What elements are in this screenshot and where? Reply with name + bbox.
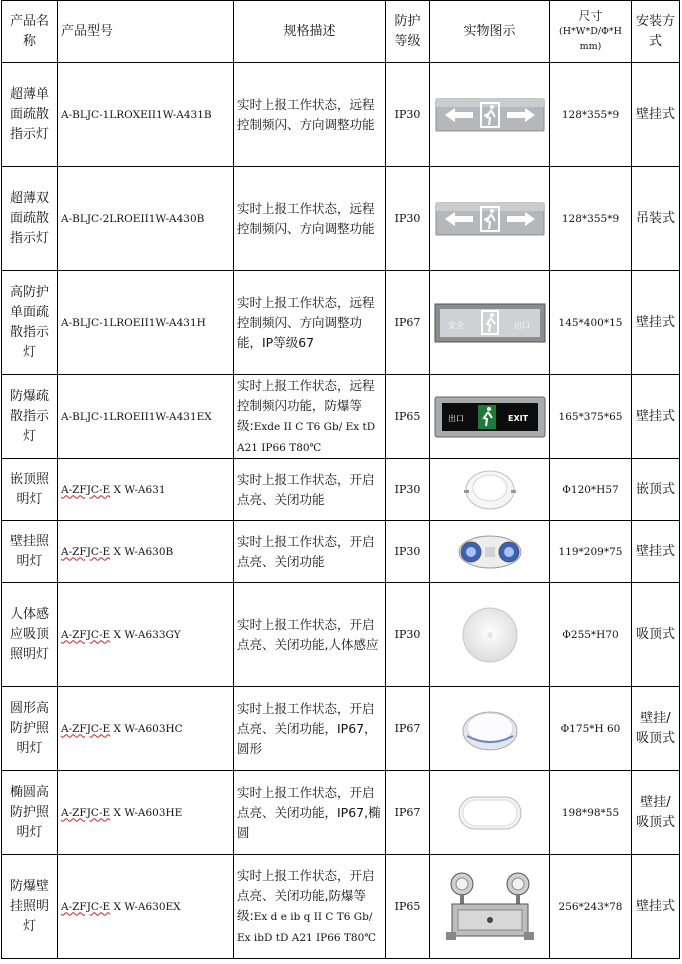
product-image [430, 583, 550, 687]
product-size: 256*243*78 [550, 855, 632, 959]
protection-rating: IP30 [386, 167, 430, 271]
product-desc: 实时上报工作状态，远程控制频闪、方向调整功能，IP等级67 [234, 271, 386, 375]
protection-rating: IP30 [386, 459, 430, 521]
product-model [58, 771, 234, 855]
product-size: 128*355*9 [550, 63, 632, 167]
table-row [2, 271, 680, 375]
mount-type: 壁挂式 [632, 375, 680, 459]
explosion-proof-grade: Exde II C T6 Gb/ Ex tD A21 IP66 T80℃ [237, 420, 376, 454]
mount-type: 壁挂式 [632, 63, 680, 167]
mount-type: 壁挂式 [632, 855, 680, 959]
header-model: 产品型号 [58, 1, 234, 63]
product-name: 圆形高防护照明灯 [2, 687, 58, 771]
explosion-proof-twin-spot-lamp-icon [442, 870, 538, 944]
mount-type: 壁挂/吸顶式 [632, 771, 680, 855]
model-suffix: X W-A603HE [110, 806, 183, 819]
explosion-proof-grade: Ex d e ib q II C T6 Gb/ Ex ibD tD A21 IP66 T80℃ [237, 910, 377, 944]
exit-sign-arrows-icon [435, 199, 545, 239]
header-row [2, 1, 680, 63]
product-model [58, 459, 234, 521]
protection-rating: IP67 [386, 771, 430, 855]
product-model: A-BLJC-2LROEII1W-A430B [58, 167, 234, 271]
product-model [58, 855, 234, 959]
product-image [430, 375, 550, 459]
mount-type: 吸顶式 [632, 583, 680, 687]
product-size: 165*375*65 [550, 375, 632, 459]
model-suffix: X W-A630EX [110, 900, 181, 913]
mount-type: 吊装式 [632, 167, 680, 271]
product-name: 椭圆高防护照明灯 [2, 771, 58, 855]
product-name: 壁挂照明灯 [2, 521, 58, 583]
exit-sign-arrows-icon [435, 95, 545, 135]
svg-text:出口: 出口 [513, 320, 530, 330]
table-row [2, 167, 680, 271]
product-image [430, 167, 550, 271]
round-protective-lamp-icon [458, 704, 522, 754]
product-name: 高防护单面疏散指示灯 [2, 271, 58, 375]
header-spec: 规格描述 [234, 1, 386, 63]
product-size: Φ175*H 60 [550, 687, 632, 771]
protection-rating: IP67 [386, 687, 430, 771]
oval-protective-lamp-icon [453, 791, 527, 835]
header-size-unit: (H*W*D/Φ*H mm) [559, 26, 622, 52]
product-name: 嵌顶照明灯 [2, 459, 58, 521]
model-suffix: X W-A630B [110, 545, 174, 558]
downlight-icon [460, 468, 520, 512]
mount-type: 壁挂/吸顶式 [632, 687, 680, 771]
protection-rating: IP67 [386, 271, 430, 375]
table-row [2, 771, 680, 855]
model-prefix: A-ZFJC-E [61, 722, 111, 735]
product-image [430, 855, 550, 959]
model-suffix: X W-A631 [110, 483, 166, 496]
product-name: 防爆疏散指示灯 [2, 375, 58, 459]
product-image [430, 771, 550, 855]
model-prefix: A-ZFJC-E [61, 483, 111, 496]
model-prefix: A-ZFJC-E [61, 628, 111, 641]
product-size: 128*355*9 [550, 167, 632, 271]
product-image [430, 687, 550, 771]
explosion-proof-exit-sign-icon [434, 395, 546, 439]
model-suffix: X W-A603HC [110, 722, 183, 735]
svg-text:出口: 出口 [447, 413, 464, 423]
product-name: 人体感应吸顶照明灯 [2, 583, 58, 687]
header-protect: 防护等级 [386, 1, 430, 63]
product-model [58, 583, 234, 687]
product-name: 超薄单面疏散指示灯 [2, 63, 58, 167]
product-desc: 实时上报工作状态，开启点亮、关闭功能 [234, 459, 386, 521]
table-row [2, 521, 680, 583]
table-row [2, 459, 680, 521]
product-size: 145*400*15 [550, 271, 632, 375]
product-desc: 实时上报工作状态，开启点亮、关闭功能 [234, 521, 386, 583]
protection-rating: IP65 [386, 855, 430, 959]
product-model [58, 521, 234, 583]
ceiling-lamp-icon [460, 605, 520, 665]
product-model: A-BLJC-1LROEII1W-A431EX [58, 375, 234, 459]
twin-spot-wall-lamp-icon [455, 530, 525, 574]
product-desc: 实时上报工作状态，远程控制频闪、方向调整功能 [234, 167, 386, 271]
header-size-title: 尺寸 [578, 9, 603, 23]
svg-text:EXIT: EXIT [507, 413, 528, 423]
product-desc [234, 855, 386, 959]
product-name: 超薄双面疏散指示灯 [2, 167, 58, 271]
protection-rating: IP30 [386, 63, 430, 167]
table-row [2, 63, 680, 167]
product-desc: 实时上报工作状态，开启点亮、关闭功能，IP67，圆形 [234, 687, 386, 771]
product-size: Φ255*H70 [550, 583, 632, 687]
product-image [430, 271, 550, 375]
table-row [2, 583, 680, 687]
table-row [2, 375, 680, 459]
product-model [58, 687, 234, 771]
table-row [2, 687, 680, 771]
product-model: A-BLJC-1LROXEII1W-A431B [58, 63, 234, 167]
product-name: 防爆壁挂照明灯 [2, 855, 58, 959]
header-image: 实物图示 [430, 1, 550, 63]
mount-type: 壁挂式 [632, 271, 680, 375]
header-size [550, 1, 632, 63]
product-desc-text: 实时上报工作状态，远程控制频闪功能，防爆等级: [237, 377, 375, 433]
product-image [430, 63, 550, 167]
table-row [2, 855, 680, 959]
product-desc: 实时上报工作状态，开启点亮、关闭功能，IP67,椭圆 [234, 771, 386, 855]
header-name: 产品名称 [2, 1, 58, 63]
model-prefix: A-ZFJC-E [61, 806, 111, 819]
product-desc-text: 实时上报工作状态，开启点亮、关闭功能,防爆等级: [237, 867, 375, 923]
product-desc: 实时上报工作状态，开启点亮、关闭功能,人体感应 [234, 583, 386, 687]
protection-rating: IP30 [386, 521, 430, 583]
product-spec-table [1, 0, 680, 959]
protection-rating: IP65 [386, 375, 430, 459]
header-mount: 安装方式 [632, 1, 680, 63]
product-desc: 实时上报工作状态，远程控制频闪、方向调整功能 [234, 63, 386, 167]
model-prefix: A-ZFJC-E [61, 545, 111, 558]
product-image [430, 459, 550, 521]
product-model: A-BLJC-1LROEII1W-A431H [58, 271, 234, 375]
model-suffix: X W-A633GY [110, 628, 181, 641]
product-size: 198*98*55 [550, 771, 632, 855]
product-size: Φ120*H57 [550, 459, 632, 521]
mount-type: 嵌顶式 [632, 459, 680, 521]
safety-exit-sign-icon [434, 301, 546, 345]
mount-type: 壁挂式 [632, 521, 680, 583]
safety-exit-sign-text: 安全 [447, 320, 464, 330]
product-image [430, 521, 550, 583]
product-size: 119*209*75 [550, 521, 632, 583]
protection-rating: IP30 [386, 583, 430, 687]
model-prefix: A-ZFJC-E [61, 900, 111, 913]
product-desc [234, 375, 386, 459]
